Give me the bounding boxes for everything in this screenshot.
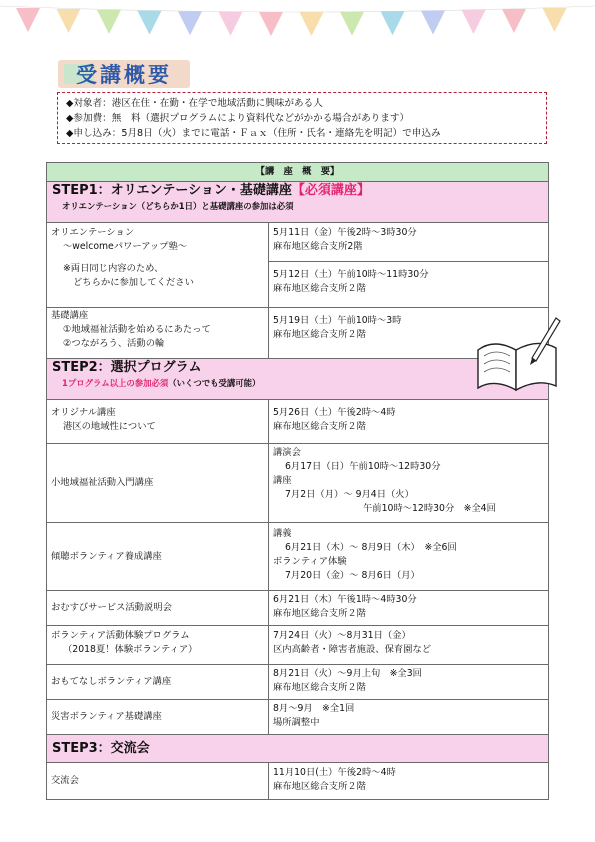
bunting-flag [57,9,81,33]
orientation-note2: どちらかに参加してください [73,277,194,288]
small-area-l1: 講演会 [273,447,301,458]
omusubi-cell [47,591,269,626]
original-date: 5月26日（土）午後2時～4時 [273,407,396,418]
step2-sub-required: 1プログラム以上の参加必須 [62,378,169,388]
step2-title: STEP2：選択プログラム [52,360,202,375]
omotenashi-name: おもてなしボランティア講座 [51,676,172,687]
open-book-icon [472,316,562,396]
bunting-flag [178,11,202,35]
table-row [47,665,549,700]
basic-cell [47,308,269,359]
listening-l3: ボランティア体験 [273,556,347,567]
step1-row [47,182,549,223]
small-area-l5: 午前10時～12時30分 ※全4回 [363,503,496,514]
small-area-cell [47,444,269,523]
overview-box [57,92,547,144]
small-area-name: 小地域福祉活動入門講座 [51,477,154,488]
experience-sub: （2018夏！体験ボランティア） [63,644,198,655]
small-area-l2: 6月17日（日）午前10時～12時30分 [285,461,441,472]
experience-cell [47,626,269,665]
table-row [47,763,549,800]
step1-header [47,182,549,223]
listening-l1: 講義 [273,528,292,539]
orientation-session2 [269,262,549,308]
orientation-place1: 麻布地区総合支所2階 [273,241,363,252]
step3-row [47,735,549,763]
experience-place: 区内高齢者・障害者施設、保育園など [273,644,432,655]
course-table [46,162,549,800]
omotenashi-schedule [269,665,549,700]
bunting-flag [340,12,364,36]
bunting-flag [381,11,405,35]
bunting-flag [462,10,486,34]
bunting-flag [16,8,40,32]
basic-date: 5月19日（土）午前10時～3時 [273,315,402,326]
disaster-schedule [269,700,549,735]
bunting-flag [97,10,121,34]
table-row [47,700,549,735]
orientation-date1: 5月11日（金）午後2時～3時30分 [273,227,417,238]
experience-name: ボランティア活動体験プログラム [51,630,190,641]
disaster-date: 8月～9月 ※全1回 [273,703,355,714]
bunting-flag [259,12,283,36]
omusubi-schedule [269,591,549,626]
exchange-schedule [269,763,549,800]
bunting-flag [421,11,445,35]
disaster-place: 場所調整中 [273,717,320,728]
basic-item2: ②つながろう、活動の輪 [63,338,165,349]
exchange-cell [47,763,269,800]
bunting-flag [502,9,526,33]
orientation-date2: 5月12日（土）午前10時～11時30分 [273,269,429,281]
small-area-l4: 7月2日（月）～ 9月4日（火） [285,489,414,500]
omotenashi-cell [47,665,269,700]
step1-sub: オリエンテーション（どちらか1日）と基礎講座の参加は必須 [62,201,294,211]
original-name: オリジナル講座 [51,407,116,418]
original-place: 麻布地区総合支所２階 [273,421,366,432]
listening-l2: 6月21日（木）～ 8月9日（木） ※全6回 [285,542,457,553]
orientation-session1 [269,223,549,262]
orientation-note1: ※両日同じ内容のため、 [63,263,164,274]
table-header-row [47,163,549,182]
omusubi-place: 麻布地区総合支所２階 [273,608,366,619]
step1-required: 【必須講座】 [291,183,370,198]
step3-header [47,735,549,763]
bunting-flag [219,12,243,36]
step2-sub-rest: （いくつでも受講可能） [168,378,261,388]
basic-name: 基礎講座 [51,310,89,321]
table-row [47,626,549,665]
basic-place: 麻布地区総合支所２階 [273,329,366,340]
step3-title: STEP3：交流会 [52,740,150,756]
table-row [47,223,549,262]
step1-title: STEP1：オリエンテーション・基礎講座 [52,183,292,198]
disaster-cell [47,700,269,735]
experience-date: 7月24日（火）～8月31日（金） [273,630,411,641]
experience-schedule [269,626,549,665]
omusubi-date: 6月21日（木）午後1時～4時30分 [273,594,417,605]
omotenashi-date: 8月21日（火）～9月上旬 ※全3回 [273,668,422,679]
orientation-cell [47,223,269,308]
table-row [47,400,549,444]
exchange-name: 交流会 [51,775,79,786]
page-title: 受講概要 [76,63,172,87]
overview-apply: ◆申し込み：5月8日（火）までに電話・Ｆａｘ（住所・氏名・連絡先を明記）で申込み [66,128,441,139]
bunting-flag [138,11,162,35]
pennant-bunting [0,0,595,40]
small-area-l3: 講座 [273,475,292,486]
table-row [47,444,549,523]
orientation-place2: 麻布地区総合支所２階 [273,283,366,295]
listening-name: 傾聴ボランティア養成講座 [51,550,162,562]
section-title [58,56,198,92]
exchange-place: 麻布地区総合支所２階 [273,781,366,792]
original-schedule [269,400,549,444]
listening-cell [47,523,269,591]
orientation-name: オリエンテーション [51,227,135,238]
exchange-date: 11月10日(土）午後2時～4時 [273,767,396,778]
listening-l4: 7月20日（金）～ 8月6日（月） [285,570,420,581]
overview-fee: ◆参加費：無 料（選択プログラムにより資料代などがかかる場合があります） [66,113,410,124]
bunting-flag [543,8,567,32]
basic-item1: ①地域福祉活動を始めるにあたって [63,324,211,335]
small-area-schedule [269,444,549,523]
table-row [47,523,549,591]
disaster-name: 災害ボランティア基礎講座 [51,711,162,722]
orientation-subtitle: ～welcomeパワーアップ塾～ [63,241,188,252]
table-row [47,591,549,626]
listening-schedule [269,523,549,591]
bunting-flag [300,12,324,36]
omusubi-name: おむすびサービス活動説明会 [51,602,172,613]
overview-target: ◆対象者：港区在住・在勤・在学で地域活動に興味がある人 [66,98,323,109]
table-header: 【講 座 概 要】 [47,163,549,182]
original-sub: 港区の地域性について [63,421,156,432]
omotenashi-place: 麻布地区総合支所２階 [273,682,366,693]
original-cell [47,400,269,444]
